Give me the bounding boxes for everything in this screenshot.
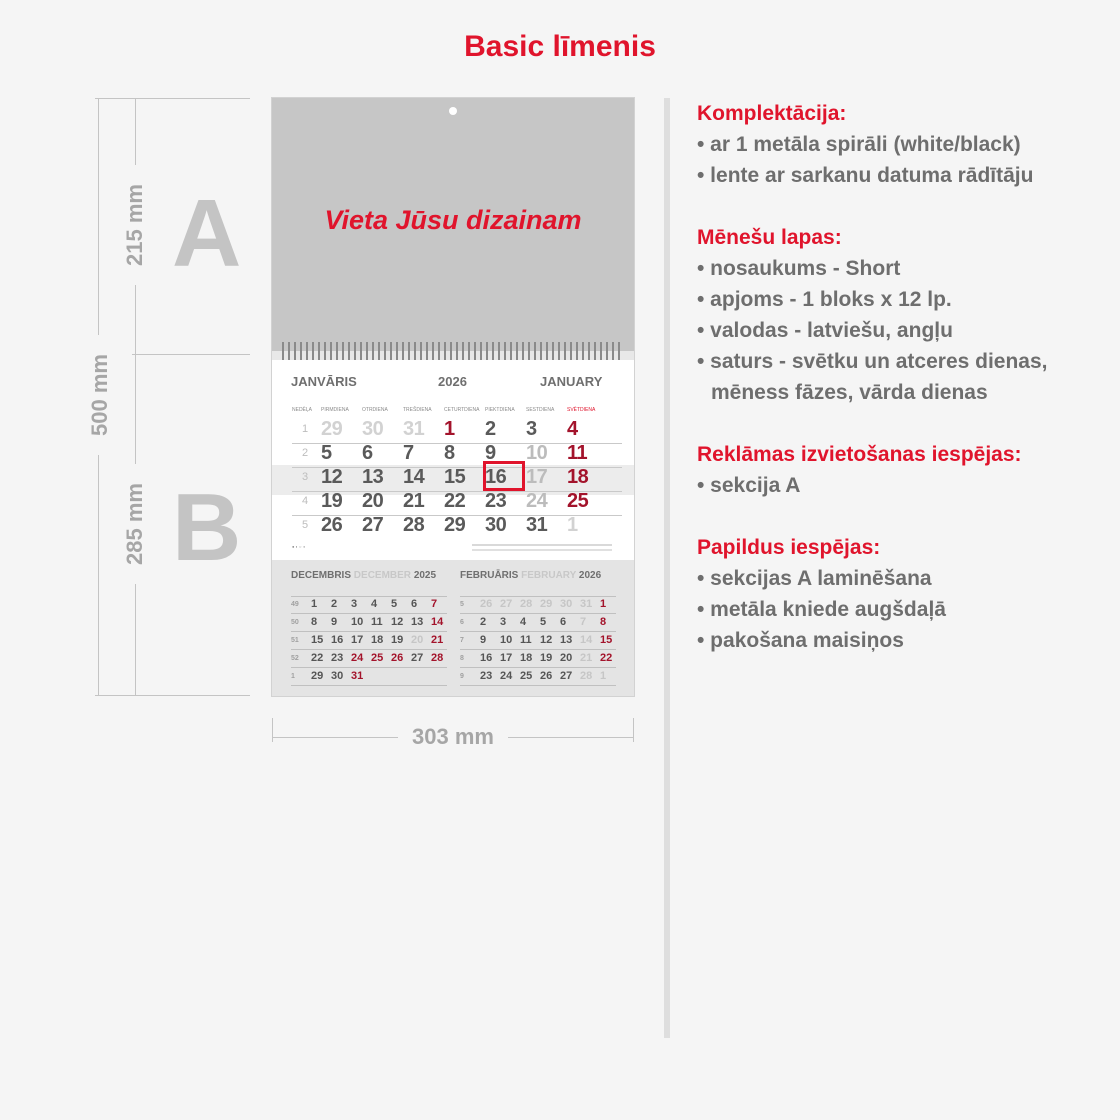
- day-cell: [321, 418, 362, 442]
- day-cell: [567, 418, 608, 442]
- mini-week-number: 50: [291, 619, 299, 626]
- day-number: 29: [321, 418, 343, 440]
- day-cell: [526, 514, 567, 538]
- day-cell: [403, 490, 444, 514]
- spec-item: • ar 1 metāla spirāli (white/black): [697, 133, 1021, 156]
- mini-day-number: 6: [411, 598, 418, 610]
- dim-b-label: 285 mm: [122, 464, 148, 584]
- day-number: 23: [485, 490, 507, 512]
- day-number: 4: [567, 418, 578, 440]
- spec-group: [697, 439, 1107, 501]
- mini-header-rule: [460, 596, 616, 597]
- day-cell: [403, 442, 444, 466]
- mini-day-number: 28: [520, 598, 533, 610]
- mini-day-number: 30: [331, 670, 344, 682]
- week-number: 4: [301, 495, 309, 507]
- day-cell: [567, 514, 608, 538]
- mini-day-number: 31: [580, 598, 593, 610]
- day-number: 20: [362, 490, 384, 512]
- day-cell: [362, 514, 403, 538]
- specifications: [697, 98, 1107, 687]
- mini-day-number: 2: [331, 598, 338, 610]
- day-cell: [485, 418, 526, 442]
- prev-month-year: 2025: [413, 570, 437, 581]
- mini-day-number: 18: [371, 634, 384, 646]
- spec-item: • nosaukums - Short: [697, 257, 901, 280]
- mini-day-number: 11: [371, 616, 383, 628]
- mini-day-number: 13: [560, 634, 573, 646]
- dim-total-label: 500 mm: [87, 335, 113, 455]
- mini-day-number: 6: [560, 616, 567, 628]
- spec-group-title: Mēnešu lapas:: [697, 226, 842, 249]
- day-name-header: OTRDIENA: [362, 407, 388, 413]
- mini-day-number: 9: [331, 616, 338, 628]
- mini-day-number: 27: [411, 652, 424, 664]
- spec-item: • valodas - latviešu, angļu: [697, 319, 953, 342]
- day-number: 7: [403, 442, 414, 464]
- mini-day-number: 29: [540, 598, 553, 610]
- mini-day-number: 22: [311, 652, 324, 664]
- mini-day-number: 4: [371, 598, 378, 610]
- mini-day-number: 10: [351, 616, 364, 628]
- mini-day-number: 18: [520, 652, 533, 664]
- day-cell: [526, 490, 567, 514]
- mini-day-number: 17: [500, 652, 513, 664]
- mini-day-number: 14: [431, 616, 444, 628]
- prev-month-title: [291, 570, 436, 581]
- mini-week-number: 6: [460, 619, 464, 626]
- mini-week-number: 51: [291, 637, 299, 644]
- mini-day-number: 1: [311, 598, 318, 610]
- section-a-letter: A: [172, 180, 242, 287]
- mini-day-number: 30: [560, 598, 573, 610]
- day-number: 5: [321, 442, 332, 464]
- day-number: 3: [526, 418, 537, 440]
- spec-group: [697, 98, 1107, 191]
- mini-week-divider: [291, 667, 447, 668]
- day-cell: [403, 418, 444, 442]
- mini-day-number: 8: [600, 616, 607, 628]
- spec-item: • saturs - svētku un atceres dienas, mēness fāzes, vārda dienas: [697, 350, 1048, 404]
- mini-day-number: 23: [480, 670, 493, 682]
- day-cell: [321, 514, 362, 538]
- mini-day-number: 10: [500, 634, 513, 646]
- day-number: 14: [403, 466, 425, 488]
- mini-day-number: 12: [391, 616, 404, 628]
- mini-day-number: 19: [391, 634, 404, 646]
- mini-day-number: 28: [431, 652, 444, 664]
- mini-day-number: 1: [600, 670, 607, 682]
- mini-week-divider: [291, 631, 447, 632]
- mini-day-number: 16: [480, 652, 493, 664]
- day-number: 22: [444, 490, 466, 512]
- mini-week-number: 5: [460, 601, 464, 608]
- month-year: 2026: [438, 374, 467, 389]
- day-cell: [444, 466, 485, 490]
- spec-item: • pakošana maisiņos: [697, 629, 904, 652]
- spec-group: [697, 532, 1107, 656]
- day-number: 19: [321, 490, 343, 512]
- day-number: 6: [362, 442, 373, 464]
- day-cell: [403, 514, 444, 538]
- prev-month-en: DECEMBER: [353, 570, 412, 581]
- calendar-header-section-a: [272, 98, 634, 351]
- monthly-block: [272, 360, 634, 560]
- day-cell: [444, 490, 485, 514]
- mini-day-number: 26: [391, 652, 404, 664]
- day-number: 30: [485, 514, 507, 536]
- mini-week-number: 52: [291, 655, 299, 662]
- mini-day-number: 14: [580, 634, 593, 646]
- prev-month-lv: DECEMBRIS: [291, 570, 352, 581]
- day-name-header: PIRMDIENA: [321, 407, 349, 413]
- dim-width-right-tick: [633, 718, 634, 742]
- day-cell: [485, 514, 526, 538]
- next-month-year: 2026: [578, 570, 602, 581]
- holiday-note-line: [472, 549, 612, 551]
- day-number: 2: [485, 418, 496, 440]
- red-date-indicator[interactable]: [483, 461, 525, 491]
- spec-group-title: Reklāmas izvietošanas iespējas:: [697, 443, 1022, 466]
- mini-day-number: 19: [540, 652, 553, 664]
- day-name-header: SESTDIENA: [526, 407, 555, 413]
- spec-item: • lente ar sarkanu datuma rādītāju: [697, 164, 1034, 187]
- mini-week-divider: [291, 613, 447, 614]
- month-name-lv: JANVĀRIS: [291, 374, 357, 389]
- day-cell: [362, 418, 403, 442]
- day-number: 10: [526, 442, 548, 464]
- day-number: 1: [444, 418, 455, 440]
- day-cell: [567, 442, 608, 466]
- mini-day-number: 26: [480, 598, 493, 610]
- mini-day-number: 7: [580, 616, 587, 628]
- day-cell: [485, 490, 526, 514]
- next-month-en: FEBRUARY: [521, 570, 577, 581]
- day-number: 25: [567, 490, 589, 512]
- day-number: 8: [444, 442, 455, 464]
- hanging-hole: [449, 107, 457, 115]
- mini-day-number: 24: [500, 670, 513, 682]
- section-b-letter: B: [172, 474, 242, 581]
- day-cell: [526, 442, 567, 466]
- design-placeholder-text: Vieta Jūsu dizainam: [324, 205, 582, 235]
- day-number: 1: [567, 514, 578, 536]
- day-name-header: PIEKTDIENA: [485, 407, 515, 413]
- mini-header-rule: [291, 596, 447, 597]
- day-cell: [567, 466, 608, 490]
- mini-day-number: 2: [480, 616, 487, 628]
- day-cell: [444, 514, 485, 538]
- mini-day-number: 20: [411, 634, 424, 646]
- page-title: Basic līmenis: [464, 30, 656, 63]
- mini-day-number: 15: [600, 634, 613, 646]
- mini-week-number: 7: [460, 637, 464, 644]
- mini-day-number: 5: [391, 598, 398, 610]
- month-name-en: JANUARY: [540, 374, 603, 389]
- mini-day-number: 4: [520, 616, 527, 628]
- day-number: 17: [526, 466, 548, 488]
- spec-item: • apjoms - 1 bloks x 12 lp.: [697, 288, 952, 311]
- day-cell: [362, 442, 403, 466]
- wall-calendar: [272, 98, 634, 696]
- mini-week-divider: [460, 685, 616, 686]
- mini-day-number: 9: [480, 634, 487, 646]
- day-number: 31: [403, 418, 425, 440]
- day-name-header: NEDĒĻA: [292, 407, 313, 413]
- mini-day-number: 15: [311, 634, 324, 646]
- metal-spiral: [282, 342, 624, 360]
- holiday-note-line: [472, 544, 612, 546]
- mini-day-number: 21: [580, 652, 593, 664]
- day-name-header: SVĒTDIENA: [567, 407, 596, 413]
- day-number: 26: [321, 514, 343, 536]
- next-month-lv: FEBRUĀRIS: [460, 570, 519, 581]
- mini-day-number: 26: [540, 670, 553, 682]
- day-number: 9: [485, 442, 496, 464]
- day-cell: [321, 490, 362, 514]
- dim-width-label: 303 mm: [398, 724, 508, 750]
- day-name-header: CETURTDIENA: [444, 407, 480, 413]
- mini-week-number: 49: [291, 601, 299, 608]
- day-number: 16: [485, 466, 507, 488]
- mini-day-number: 21: [431, 634, 444, 646]
- day-cell: [362, 490, 403, 514]
- dim-width-left-tick: [272, 718, 273, 742]
- dim-mid-line: [132, 354, 250, 355]
- moon-phase-legend: ● ◐ ○ ◑: [292, 544, 305, 549]
- mini-day-number: 29: [311, 670, 324, 682]
- mini-week-number: 9: [460, 673, 464, 680]
- day-cell: [526, 418, 567, 442]
- dim-a-label: 215 mm: [122, 165, 148, 285]
- day-cell: [526, 466, 567, 490]
- mini-months-footer: [272, 560, 634, 696]
- day-cell: [321, 442, 362, 466]
- mini-day-number: 3: [351, 598, 358, 610]
- day-cell: [403, 466, 444, 490]
- mini-day-number: 31: [351, 670, 364, 682]
- mini-day-number: 11: [520, 634, 532, 646]
- mini-day-number: 16: [331, 634, 344, 646]
- week-number: 5: [301, 519, 309, 531]
- mini-day-number: 12: [540, 634, 553, 646]
- day-cell: [321, 466, 362, 490]
- day-number: 29: [444, 514, 466, 536]
- mini-day-number: 3: [500, 616, 507, 628]
- day-cell: [362, 466, 403, 490]
- spec-group-title: Papildus iespējas:: [697, 536, 881, 559]
- day-number: 12: [321, 466, 343, 488]
- spec-item: • metāla kniede augšdaļā: [697, 598, 946, 621]
- mini-week-divider: [460, 613, 616, 614]
- dim-bottom-line: [95, 695, 250, 696]
- week-number: 1: [301, 423, 309, 435]
- day-cell: [444, 442, 485, 466]
- spec-item: • sekcija A: [697, 474, 801, 497]
- day-name-header: TREŠDIENA: [403, 407, 432, 413]
- mini-day-number: 5: [540, 616, 547, 628]
- dim-top-line: [95, 98, 250, 99]
- week-number: 2: [301, 447, 309, 459]
- mini-day-number: 28: [580, 670, 593, 682]
- day-number: 13: [362, 466, 384, 488]
- spec-group: [697, 222, 1107, 408]
- mini-week-divider: [460, 631, 616, 632]
- mini-day-number: 22: [600, 652, 613, 664]
- mini-day-number: 20: [560, 652, 573, 664]
- spec-group-title: Komplektācija:: [697, 102, 847, 125]
- mini-day-number: 17: [351, 634, 364, 646]
- mini-day-number: 7: [431, 598, 438, 610]
- mini-week-divider: [291, 685, 447, 686]
- mini-day-number: 25: [371, 652, 384, 664]
- mini-day-number: 27: [500, 598, 513, 610]
- mini-week-divider: [291, 649, 447, 650]
- day-number: 30: [362, 418, 384, 440]
- mini-day-number: 23: [331, 652, 344, 664]
- spec-item: • sekcijas A laminēšana: [697, 567, 932, 590]
- day-cell: [567, 490, 608, 514]
- day-cell: [444, 418, 485, 442]
- day-number: 11: [567, 442, 588, 464]
- day-number: 21: [403, 490, 425, 512]
- day-number: 31: [526, 514, 548, 536]
- vertical-divider: [664, 98, 670, 1038]
- day-number: 18: [567, 466, 589, 488]
- mini-week-divider: [460, 649, 616, 650]
- day-number: 15: [444, 466, 466, 488]
- mini-week-divider: [460, 667, 616, 668]
- day-number: 28: [403, 514, 425, 536]
- mini-day-number: 13: [411, 616, 424, 628]
- mini-day-number: 25: [520, 670, 533, 682]
- mini-week-number: 8: [460, 655, 464, 662]
- mini-day-number: 24: [351, 652, 364, 664]
- next-month-title: [460, 570, 601, 581]
- day-number: 27: [362, 514, 384, 536]
- mini-week-number: 1: [291, 673, 295, 680]
- mini-day-number: 8: [311, 616, 318, 628]
- day-number: 24: [526, 490, 548, 512]
- week-number: 3: [301, 471, 309, 483]
- mini-day-number: 27: [560, 670, 573, 682]
- mini-day-number: 1: [600, 598, 607, 610]
